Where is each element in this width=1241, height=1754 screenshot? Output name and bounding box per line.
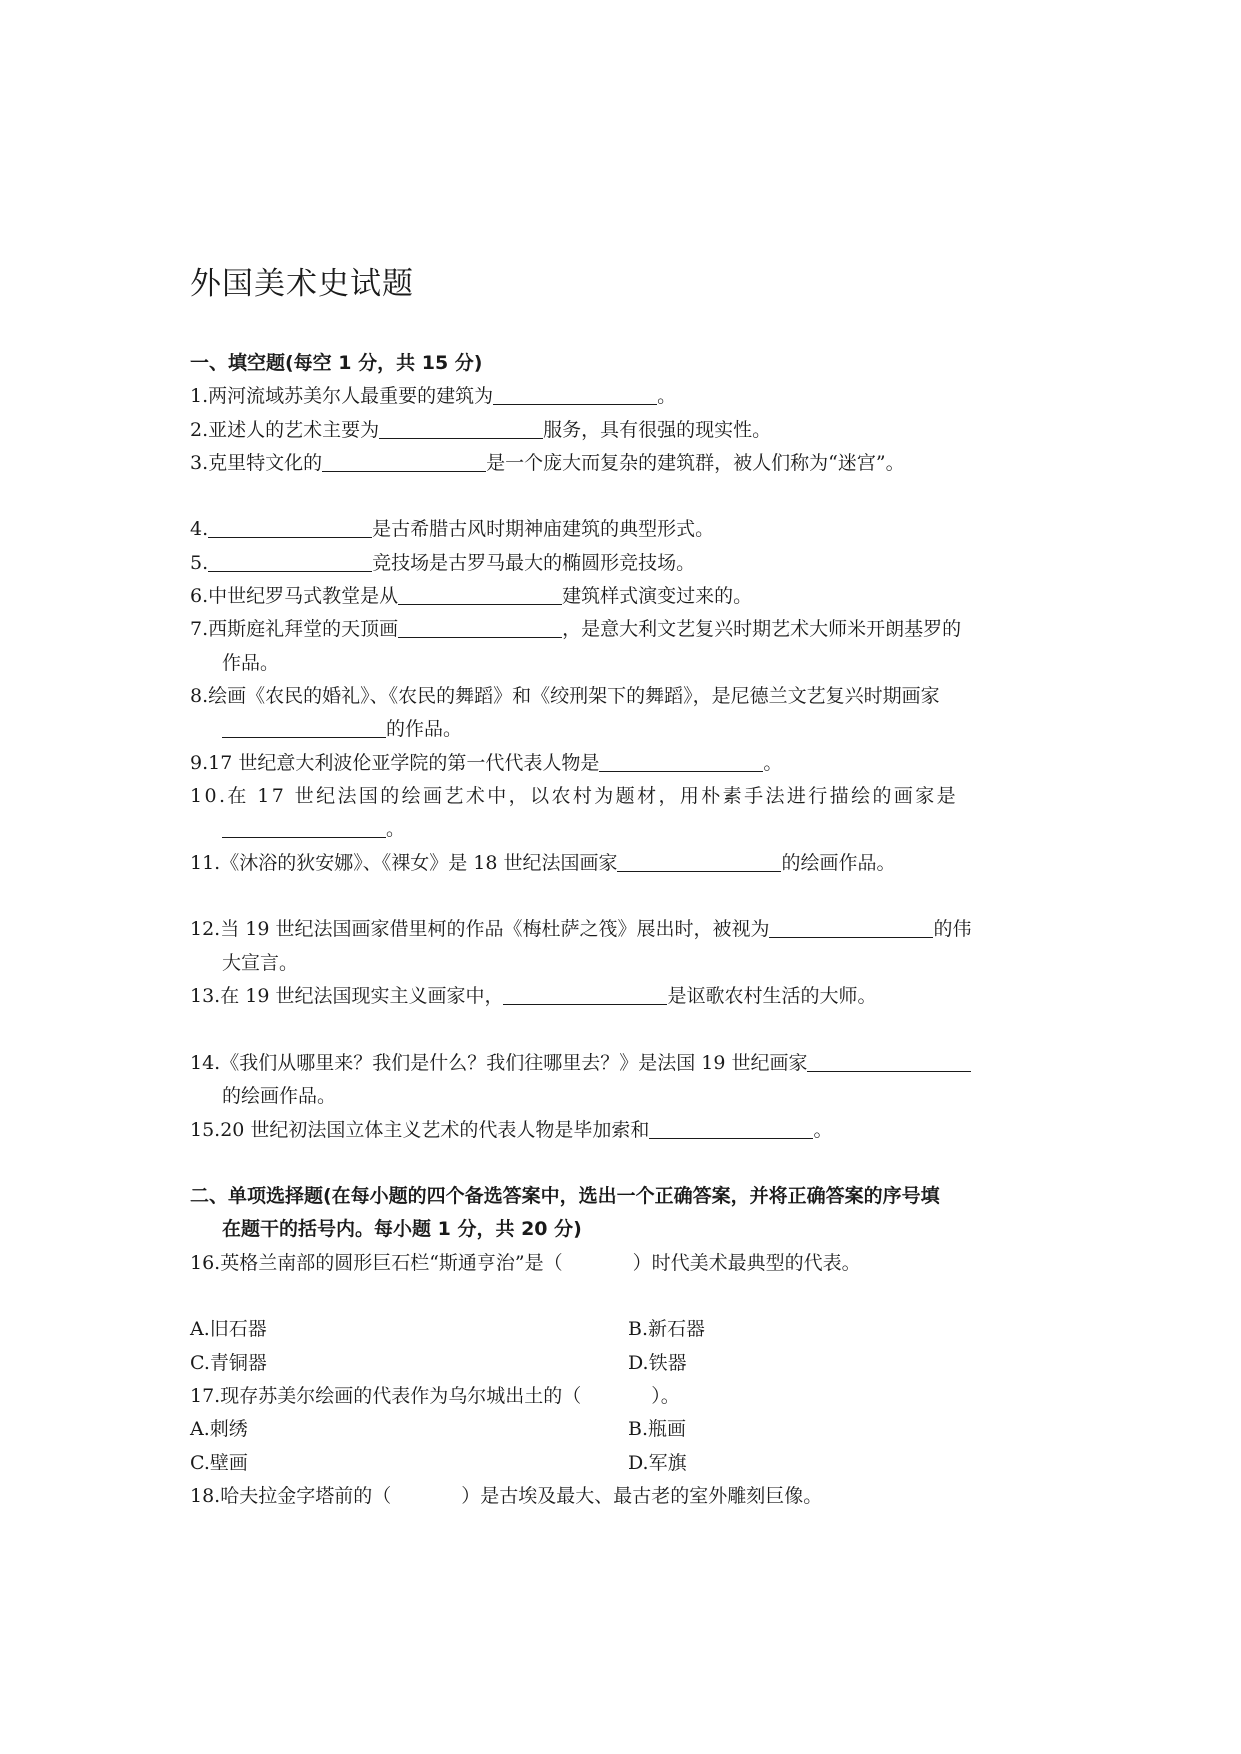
question-text: 的伟 bbox=[933, 918, 972, 940]
question-4 bbox=[190, 517, 1052, 541]
question-text: ）是古埃及最大、最古老的室外雕刻巨像。 bbox=[461, 1485, 823, 1507]
section-2-heading-continued: 在题干的括号内。每小题 1 分，共 20 分) bbox=[222, 1218, 582, 1240]
question-14 bbox=[190, 1051, 1052, 1075]
answer-blank[interactable] bbox=[493, 384, 657, 405]
option-c: C.壁画 bbox=[190, 1452, 248, 1474]
question-13 bbox=[190, 984, 1052, 1008]
question-text: 建筑样式演变过来的。 bbox=[562, 585, 753, 607]
answer-blank[interactable] bbox=[398, 617, 562, 638]
question-8: 8.绘画《农民的婚礼》、《农民的舞蹈》和《绞刑架下的舞蹈》，是尼德兰文艺复兴时期画家 bbox=[190, 685, 940, 707]
question-text: 6.中世纪罗马式教堂是从 bbox=[190, 585, 399, 607]
question-10-continued bbox=[222, 817, 1052, 841]
question-2 bbox=[190, 418, 1052, 442]
question-text: 竞技场是古罗马最大的椭圆形竞技场。 bbox=[372, 552, 696, 574]
question-18 bbox=[190, 1484, 1052, 1508]
option-b: B.瓶画 bbox=[628, 1418, 687, 1440]
question-17 bbox=[190, 1384, 1052, 1408]
answer-blank[interactable] bbox=[398, 584, 562, 605]
question-7 bbox=[190, 617, 1052, 641]
question-text: 服务，具有很强的现实性。 bbox=[543, 419, 772, 441]
question-15 bbox=[190, 1118, 1052, 1142]
question-text: ，是意大利文艺复兴时期艺术大师米开朗基罗的 bbox=[562, 618, 962, 640]
question-text: 1.两河流域苏美尔人最重要的建筑为 bbox=[190, 385, 494, 407]
question-12-continued: 大宣言。 bbox=[222, 952, 299, 974]
option-a: A.刺绣 bbox=[190, 1418, 248, 1440]
question-10: 10.在 17 世纪法国的绘画艺术中，以农村为题材，用朴素手法进行描绘的画家是 bbox=[190, 785, 959, 807]
answer-blank[interactable] bbox=[222, 817, 386, 838]
question-text: 4. bbox=[190, 518, 209, 540]
question-14-continued: 的绘画作品。 bbox=[222, 1085, 337, 1107]
question-1 bbox=[190, 384, 1052, 408]
question-5 bbox=[190, 551, 1052, 575]
answer-blank[interactable] bbox=[208, 551, 372, 572]
answer-blank[interactable] bbox=[649, 1118, 813, 1139]
question-text: 。 bbox=[813, 1119, 833, 1141]
question-7-continued: 作品。 bbox=[222, 652, 280, 674]
question-text: 3.克里特文化的 bbox=[190, 452, 323, 474]
answer-blank[interactable] bbox=[379, 418, 543, 439]
answer-blank[interactable] bbox=[322, 451, 486, 472]
answer-blank[interactable] bbox=[222, 717, 386, 738]
question-text: 11.《沐浴的狄安娜》、《裸女》是 18 世纪法国画家 bbox=[190, 852, 618, 874]
question-text: 。 bbox=[763, 752, 783, 774]
answer-blank[interactable] bbox=[617, 851, 781, 872]
page-title: 外国美术史试题 bbox=[190, 266, 414, 302]
question-text: 18.哈夫拉金字塔前的（ bbox=[190, 1485, 392, 1507]
question-text: 的作品。 bbox=[386, 718, 463, 740]
question-text: 12.当 19 世纪法国画家借里柯的作品《梅杜萨之筏》展出时，被视为 bbox=[190, 918, 770, 940]
question-text: 13.在 19 世纪法国现实主义画家中， bbox=[190, 985, 504, 1007]
answer-blank[interactable] bbox=[807, 1051, 971, 1072]
question-11 bbox=[190, 851, 1052, 875]
answer-blank[interactable] bbox=[208, 517, 372, 538]
question-text: 是讴歌农村生活的大师。 bbox=[667, 985, 877, 1007]
question-9 bbox=[190, 751, 1052, 775]
question-text: 5. bbox=[190, 552, 209, 574]
question-text: 9.17 世纪意大利波伦亚学院的第一代代表人物是 bbox=[190, 752, 600, 774]
question-text: 15.20 世纪初法国立体主义艺术的代表人物是毕加索和 bbox=[190, 1119, 650, 1141]
question-text: 16.英格兰南部的圆形巨石栏“斯通亨治”是（ bbox=[190, 1252, 563, 1274]
section-1-heading: 一、填空题(每空 1 分，共 15 分) bbox=[190, 352, 483, 374]
question-text: 14.《我们从哪里来？我们是什么？我们往哪里去？》是法国 19 世纪画家 bbox=[190, 1052, 808, 1074]
question-text: 的绘画作品。 bbox=[781, 852, 896, 874]
question-12 bbox=[190, 917, 1052, 941]
option-a: A.旧石器 bbox=[190, 1318, 267, 1340]
question-text: 是古希腊古风时期神庙建筑的典型形式。 bbox=[372, 518, 715, 540]
question-text: 。 bbox=[386, 818, 406, 840]
question-3 bbox=[190, 451, 1052, 475]
option-d: D.军旗 bbox=[628, 1452, 687, 1474]
option-b: B.新石器 bbox=[628, 1318, 706, 1340]
question-text: 17.现存苏美尔绘画的代表作为乌尔城出土的（ bbox=[190, 1385, 582, 1407]
question-text: 7.西斯庭礼拜堂的天顶画 bbox=[190, 618, 399, 640]
question-text: 。 bbox=[657, 385, 677, 407]
answer-blank[interactable] bbox=[769, 917, 933, 938]
question-8-continued bbox=[222, 717, 1052, 741]
answer-blank[interactable] bbox=[503, 984, 667, 1005]
question-text: 2.亚述人的艺术主要为 bbox=[190, 419, 380, 441]
question-16 bbox=[190, 1251, 1052, 1275]
question-text: ）时代美术最典型的代表。 bbox=[632, 1252, 861, 1274]
question-6 bbox=[190, 584, 1052, 608]
option-c: C.青铜器 bbox=[190, 1352, 267, 1374]
answer-blank[interactable] bbox=[599, 751, 763, 772]
question-text: ）。 bbox=[651, 1385, 680, 1407]
option-d: D.铁器 bbox=[628, 1352, 687, 1374]
question-text: 是一个庞大而复杂的建筑群，被人们称为“迷宫”。 bbox=[486, 452, 905, 474]
section-2-heading: 二、单项选择题(在每小题的四个备选答案中，选出一个正确答案，并将正确答案的序号填 bbox=[190, 1185, 940, 1207]
